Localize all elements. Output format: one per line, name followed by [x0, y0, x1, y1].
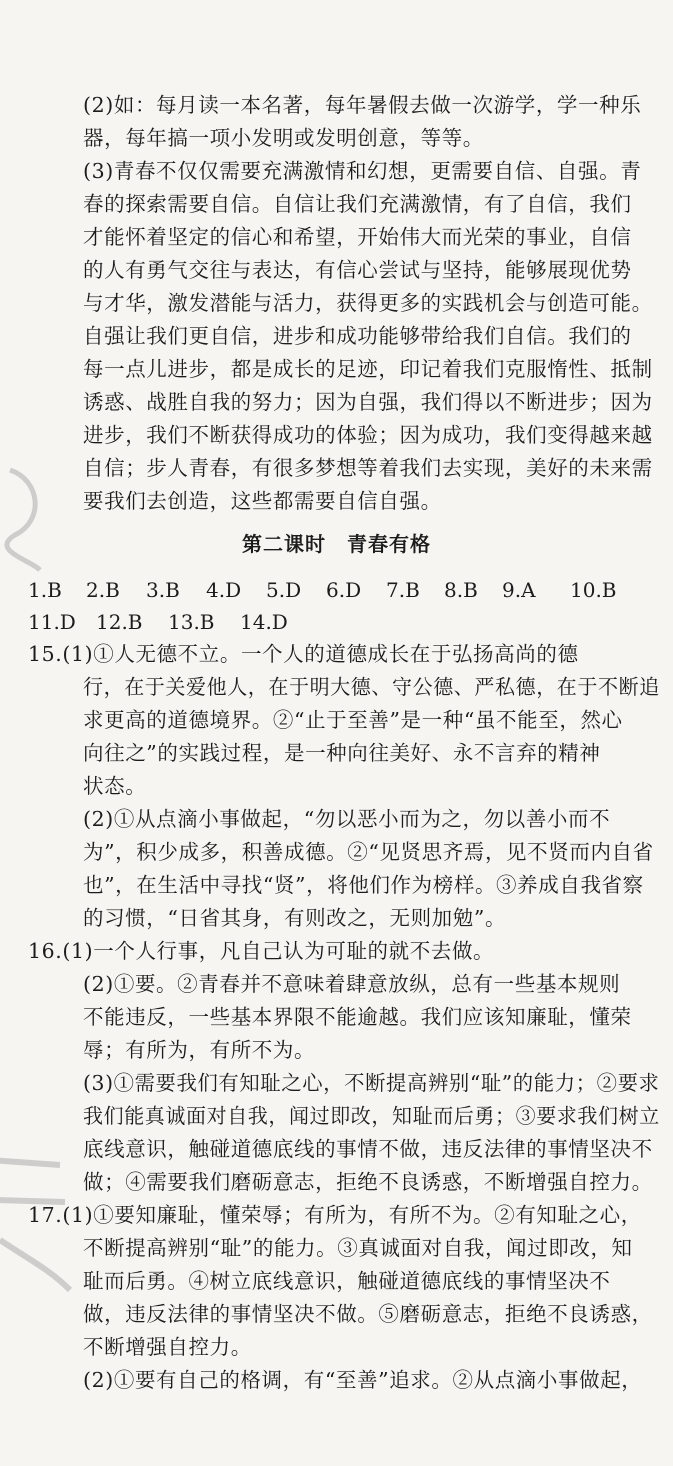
text-line: 才能怀着坚定的信心和希望，开始伟大而光荣的事业，自信 [83, 225, 632, 249]
choice-answer: 14.D [240, 610, 288, 634]
text-line: 自信；步人青春，有很多梦想等着我们去实现，美好的未来需 [83, 456, 653, 480]
text-line: 器，每年搞一项小发明或发明创意，等等。 [83, 126, 484, 150]
answer-line: 不能违反，一些基本界限不能逾越。我们应该知廉耻，懂荣 [83, 1005, 632, 1029]
answer-line: 的习惯，“日省其身，有则改之，无则加勉”。 [83, 906, 507, 930]
choice-answer: 13.B [168, 610, 215, 634]
choice-answer: 8.B [444, 578, 478, 602]
choice-answer: 4.D [206, 578, 242, 602]
text-line: 的人有勇气交往与表达，有信心尝试与坚持，能够展现优势 [83, 258, 632, 282]
choice-answer: 6.D [326, 578, 362, 602]
answer-line: 状态。 [83, 774, 147, 798]
answer-line: (3)①需要我们有知耻之心，不断提高辨别“耻”的能力；②要求 [83, 1071, 660, 1095]
choice-answer: 11.D [28, 610, 76, 634]
text-line: (2)如：每月读一本名著，每年暑假去做一次游学，学一种乐 [83, 93, 642, 117]
answer-line: 求更高的道德境界。②“止于至善”是一种“虽不能至，然心 [83, 708, 623, 732]
choice-answer: 5.D [266, 578, 302, 602]
choice-answer: 7.B [386, 578, 420, 602]
choice-answer: 3.B [146, 578, 180, 602]
answer-line: 15.(1)①人无德不立。一个人的道德成长在于弘扬高尚的德 [28, 642, 579, 666]
answer-line: 辱；有所为，有所不为。 [83, 1038, 316, 1062]
text-line: 与才华，激发潜能与活力，获得更多的实践机会与创造可能。 [83, 291, 653, 315]
text-line: 春的探索需要自信。自信让我们充满激情，有了自信，我们 [83, 192, 632, 216]
answer-line: 向往之”的实践过程，是一种向往美好、永不言弃的精神 [83, 741, 601, 765]
answer-line: 为”，积少成多，积善成德。②“见贤思齐焉，见不贤而内自省 [83, 840, 654, 864]
answer-line: 17.(1)①要知廉耻，懂荣辱；有所为，有所不为。②有知耻之心， [28, 1203, 642, 1227]
answer-line: 耻而后勇。④树立底线意识，触碰道德底线的事情坚决不 [83, 1269, 611, 1293]
choice-answer: 9.A [502, 578, 536, 602]
lesson-heading: 第二课时 青春有格 [242, 532, 431, 556]
answer-line: 我们能真诚面对自我，闻过即改，知耻而后勇；③要求我们树立 [83, 1104, 660, 1128]
choice-answer: 12.B [96, 610, 143, 634]
answer-line: (2)①要。②青春并不意味着肆意放纵，总有一些基本规则 [83, 972, 621, 996]
answer-line: 行，在于关爱他人，在于明大德、守公德、严私德，在于不断追 [83, 675, 660, 699]
choice-answer: 1.B [28, 578, 62, 602]
answer-line: 不断增强自控力。 [83, 1335, 252, 1359]
text-line: 每一点儿进步，都是成长的足迹，印记着我们克服惰性、抵制 [83, 357, 653, 381]
answer-line: 底线意识，触碰道德底线的事情不做，违反法律的事情坚决不 [83, 1137, 653, 1161]
text-line: 诱惑、战胜自我的努力；因为自强，我们得以不断进步；因为 [83, 390, 653, 414]
text-line: 要我们去创造，这些都需要自信自强。 [83, 489, 442, 513]
answer-line: 不断提高辨别“耻”的能力。③真诚面对自我，闻过即改，知 [83, 1236, 633, 1260]
bleed-through-mark-upper [0, 460, 50, 580]
answer-line: (2)①要有自己的格调，有“至善”追求。②从点滴小事做起， [83, 1368, 643, 1392]
answer-line: (2)①从点滴小事做起，“勿以恶小而为之，勿以善小而不 [83, 807, 611, 831]
text-line: (3)青春不仅仅需要充满激情和幻想，更需要自信、自强。青 [83, 159, 642, 183]
text-line: 进步，我们不断获得成功的体验；因为成功，我们变得越来越 [83, 423, 653, 447]
answer-line: 做；④需要我们磨砺意志，拒绝不良诱惑，不断增强自控力。 [83, 1170, 653, 1194]
choice-answer: 2.B [86, 578, 120, 602]
choice-answer: 10.B [570, 578, 617, 602]
text-line: 自强让我们更自信，进步和成功能够带给我们自信。我们的 [83, 324, 632, 348]
answer-line: 16.(1)一个人行事，凡自己认为可耻的就不去做。 [28, 939, 495, 963]
answer-line: 也”，在生活中寻找“贤”，将他们作为榜样。③养成自我省察 [83, 873, 644, 897]
answer-line: 做，违反法律的事情坚决不做。⑤磨砺意志，拒绝不良诱惑， [83, 1302, 653, 1326]
